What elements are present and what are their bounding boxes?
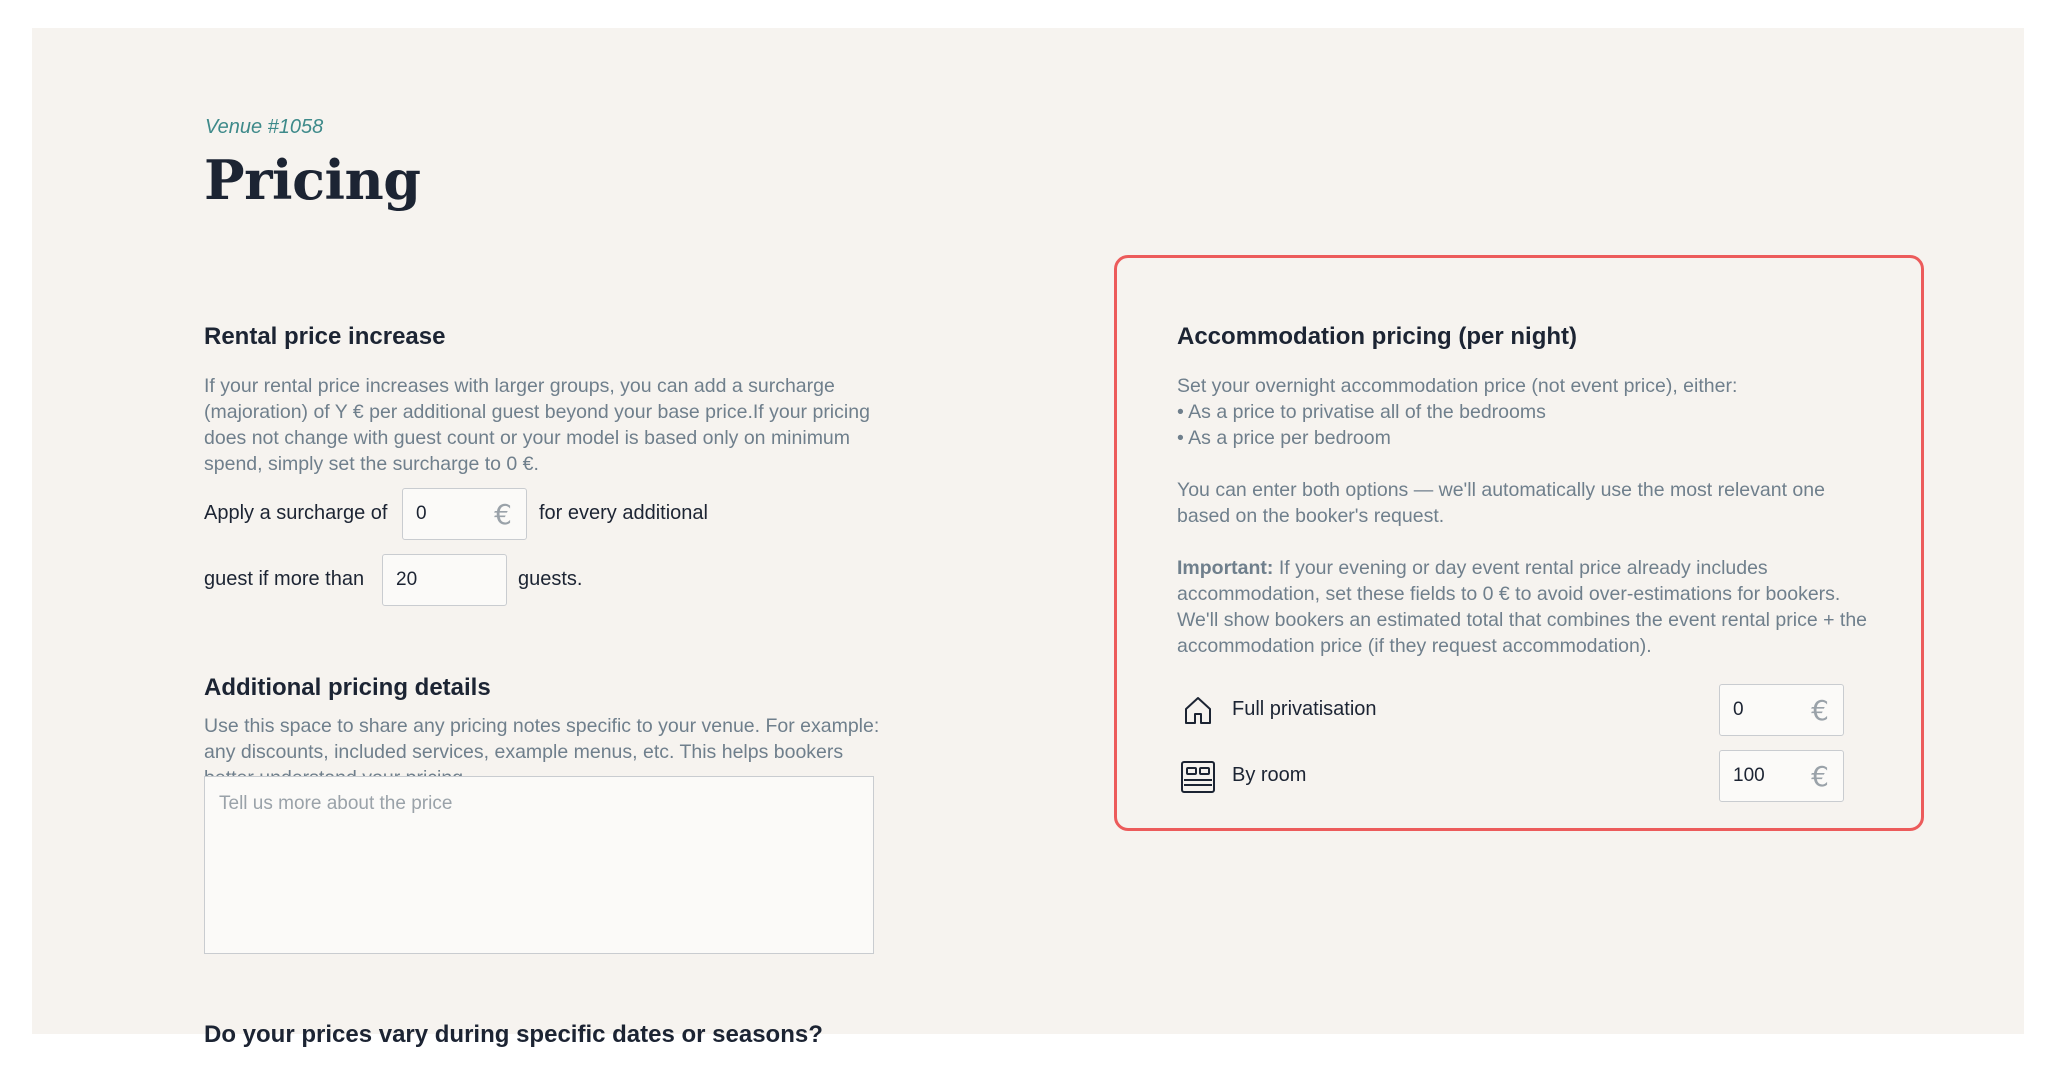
rental-increase-title: Rental price increase bbox=[204, 323, 446, 350]
accommodation-auto-note: You can enter both options — we'll automatically use the most relevant one based on the booker's request. bbox=[1177, 479, 1825, 527]
accommodation-title: Accommodation pricing (per night) bbox=[1177, 323, 1577, 350]
euro-icon: € bbox=[1811, 693, 1829, 727]
accommodation-intro: Set your overnight accommodation price (not event price), either: bbox=[1177, 375, 1738, 397]
additional-details-description: Use this space to share any pricing notes specific to your venue. For example: any discounts, included services, example menus, etc. This helps bookers bbox=[204, 715, 880, 763]
important-label: Important: bbox=[1177, 557, 1274, 579]
euro-icon: € bbox=[494, 497, 512, 531]
surcharge-amount-value: 0 bbox=[416, 503, 427, 524]
accommodation-option-privatise: • As a price to privatise all of the bedrooms bbox=[1177, 401, 1546, 423]
page-title: Pricing bbox=[204, 148, 421, 212]
full-privatisation-label: Full privatisation bbox=[1232, 698, 1377, 720]
seasonal-pricing-title: Do your prices vary during specific dates or seasons? bbox=[204, 1021, 823, 1048]
surcharge-suffix-label: for every additional bbox=[539, 502, 708, 524]
guest-threshold-value: 20 bbox=[396, 569, 418, 590]
by-room-label: By room bbox=[1232, 764, 1307, 786]
euro-icon: € bbox=[1811, 759, 1829, 793]
pricing-notes-textarea[interactable]: Tell us more about the price bbox=[204, 776, 874, 954]
pricing-page bbox=[32, 28, 2024, 1048]
by-room-price-input[interactable] bbox=[1719, 750, 1844, 802]
threshold-prefix-label: guest if more than bbox=[204, 568, 365, 590]
house-icon bbox=[1182, 694, 1214, 726]
guest-threshold-input[interactable] bbox=[382, 554, 507, 606]
full-privatisation-price-input[interactable] bbox=[1719, 684, 1844, 736]
accommodation-option-per-bedroom: • As a price per bedroom bbox=[1177, 427, 1391, 449]
threshold-suffix-label: guests. bbox=[518, 568, 583, 590]
bed-icon bbox=[1180, 759, 1216, 795]
by-room-price-value: 100 bbox=[1733, 765, 1765, 786]
full-privatisation-price-value: 0 bbox=[1733, 699, 1744, 720]
accommodation-important-note bbox=[1177, 555, 1877, 659]
rental-increase-description: If your rental price increases with larger groups, you can add a surcharge (majoration) of Y € per additional guest beyond your base price.If your pricing does not change with guest count or your model is based only on minimum spend, simply set the surcharge to 0 €. bbox=[204, 375, 870, 475]
venue-reference: Venue #1058 bbox=[205, 116, 324, 138]
important-text: If your evening or day event rental price already includes accommodation, set these fields to 0 € to avoid over-estimations for bookers. We'll show bookers an estimated total that combines the event rental price + the accommodation price (if they request accommodation). bbox=[1177, 557, 1868, 657]
surcharge-prefix-label: Apply a surcharge of bbox=[204, 502, 388, 524]
surcharge-amount-input[interactable] bbox=[402, 488, 527, 540]
additional-details-title: Additional pricing details bbox=[204, 674, 491, 701]
